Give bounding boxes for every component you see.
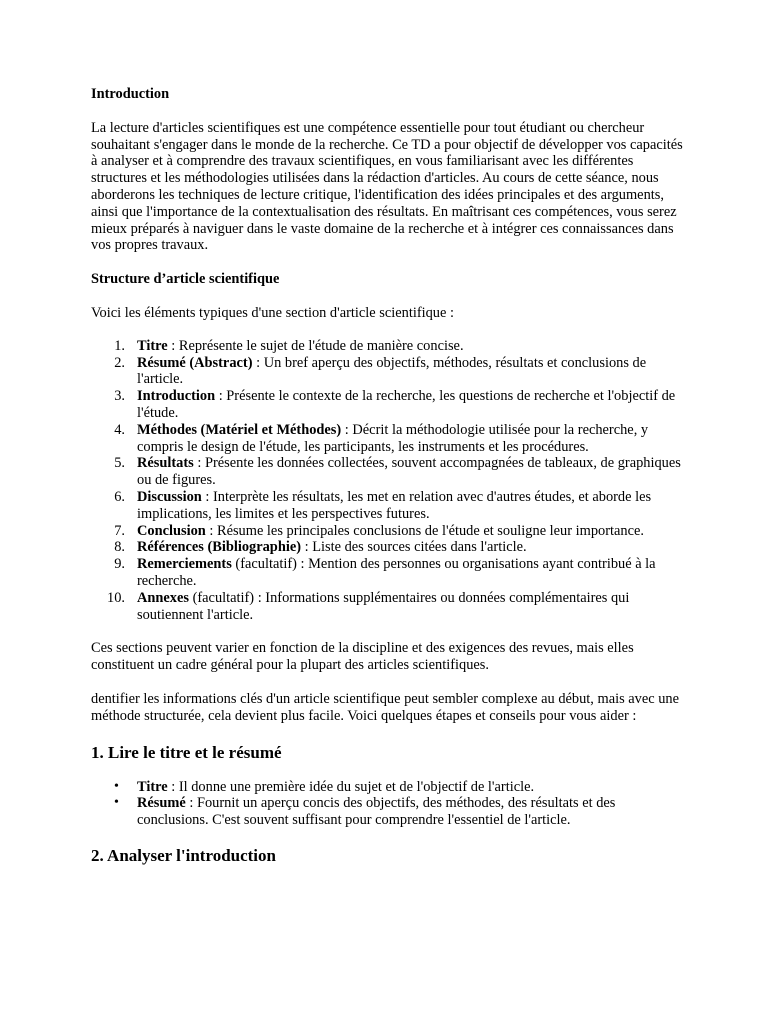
list-item bbox=[91, 355, 687, 389]
item-desc: : Interprète les résultats, les met en relation avec d'autres études, et aborde les implications, les limites et les perspectives futures. bbox=[137, 488, 652, 522]
item-term: Références (Bibliographie) bbox=[137, 539, 301, 556]
structure-heading: Structure d’article scientifique bbox=[91, 271, 280, 288]
item-desc: : Il donne une première idée du sujet et de l'objectif de l'article. bbox=[167, 778, 535, 795]
document-page bbox=[91, 86, 687, 882]
item-number: 1. bbox=[114, 337, 125, 354]
item-number: 7. bbox=[114, 522, 125, 539]
step1-heading: 1. Lire le titre et le résumé bbox=[91, 742, 282, 762]
item-term: Titre bbox=[137, 778, 168, 795]
item-number: 9. bbox=[114, 556, 125, 573]
item-term: Résumé bbox=[137, 795, 186, 812]
item-term: Résultats bbox=[137, 455, 194, 472]
list-item bbox=[91, 388, 687, 422]
item-desc: (facultatif) : Informations supplémentaires ou données complémentaires qui soutiennent l'article. bbox=[137, 589, 630, 623]
item-term: Discussion bbox=[137, 488, 202, 505]
item-number: 5. bbox=[114, 455, 125, 472]
structure-closing-paragraph: Ces sections peuvent varier en fonction de la discipline et des exigences des revues, mais elles constituent un cadre général pour la plupart des articles scientifiques. bbox=[91, 640, 634, 674]
item-term: Conclusion bbox=[137, 522, 206, 539]
list-item bbox=[91, 539, 687, 556]
article-sections-list bbox=[91, 338, 687, 624]
step1-bullet-list bbox=[91, 779, 687, 829]
item-term: Résumé (Abstract) bbox=[137, 354, 253, 371]
list-item bbox=[91, 523, 687, 540]
item-desc: : Présente le contexte de la recherche, les questions de recherche et l'objectif de l'étude. bbox=[137, 388, 676, 421]
item-desc: : Présente les données collectées, souvent accompagnées de tableaux, de graphiques ou de figures. bbox=[137, 455, 681, 489]
introduction-heading: Introduction bbox=[91, 86, 170, 102]
item-desc: : Résume les principales conclusions de l'étude et souligne leur importance. bbox=[205, 522, 644, 539]
item-number: 2. bbox=[114, 354, 125, 371]
item-term: Titre bbox=[137, 337, 168, 354]
item-desc: : Décrit la méthodologie utilisée pour la recherche, y compris le design de l'étude, les participants, les instruments et les procédures. bbox=[137, 421, 649, 455]
introduction-paragraph: La lecture d'articles scientifiques est une compétence essentielle pour tout étudiant ou chercheur souhaitant s'engager dans le monde de la recherche. Ce TD a pour objectif de développer vos capacités à analyser et à comprendre des travaux scientifiques, en vous familiarisant avec les différentes structures et les méthodologies utilisées dans la rédaction d'articles. Au cours de cette séance, nous aborderons les techniques de lecture critique, l'identification des idées principales et des arguments, ainsi que l'importance de la contextualisation des résultats. En maîtrisant ces compétences, vous serez mieux préparés à naviguer dans le vaste domaine de la recherche et à intégrer ces connaissances dans vos propres travaux. bbox=[91, 119, 683, 254]
item-desc: : Un bref aperçu des objectifs, méthodes, résultats et conclusions de l'article. bbox=[137, 354, 647, 388]
item-number: 10. bbox=[107, 589, 125, 606]
bullet-icon: • bbox=[114, 795, 119, 811]
list-item bbox=[91, 489, 687, 523]
item-number: 8. bbox=[114, 539, 125, 556]
list-item bbox=[91, 455, 687, 489]
list-item bbox=[91, 422, 687, 456]
structure-lead: Voici les éléments typiques d'une section d'article scientifique : bbox=[91, 304, 454, 321]
item-desc: : Représente le sujet de l'étude de manière concise. bbox=[167, 337, 464, 354]
item-desc: : Fournit un aperçu concis des objectifs, des méthodes, des résultats et des conclusions. C'est souvent suffisant pour comprendre l'essentiel de l'article. bbox=[137, 795, 616, 829]
item-term: Annexes bbox=[137, 589, 189, 606]
item-number: 4. bbox=[114, 421, 125, 438]
item-number: 6. bbox=[114, 488, 125, 505]
item-number: 3. bbox=[114, 388, 125, 405]
step2-heading: 2. Analyser l'introduction bbox=[91, 845, 276, 865]
list-item bbox=[91, 556, 687, 590]
bullet-icon: • bbox=[114, 778, 119, 794]
item-term: Introduction bbox=[137, 388, 216, 405]
steps-intro-paragraph: dentifier les informations clés d'un article scientifique peut sembler complexe au début, mais avec une méthode structurée, cela devient plus facile. Voici quelques étapes et conseils pour vous aider : bbox=[91, 690, 680, 724]
list-item bbox=[91, 779, 687, 796]
list-item bbox=[91, 338, 687, 355]
item-term: Remerciements bbox=[137, 556, 232, 573]
list-item bbox=[91, 590, 687, 624]
item-desc: : Liste des sources citées dans l'article. bbox=[301, 539, 527, 556]
item-desc: (facultatif) : Mention des personnes ou organisations ayant contribué à la recherche. bbox=[137, 556, 656, 589]
item-term: Méthodes (Matériel et Méthodes) bbox=[137, 421, 342, 438]
list-item bbox=[91, 795, 687, 829]
